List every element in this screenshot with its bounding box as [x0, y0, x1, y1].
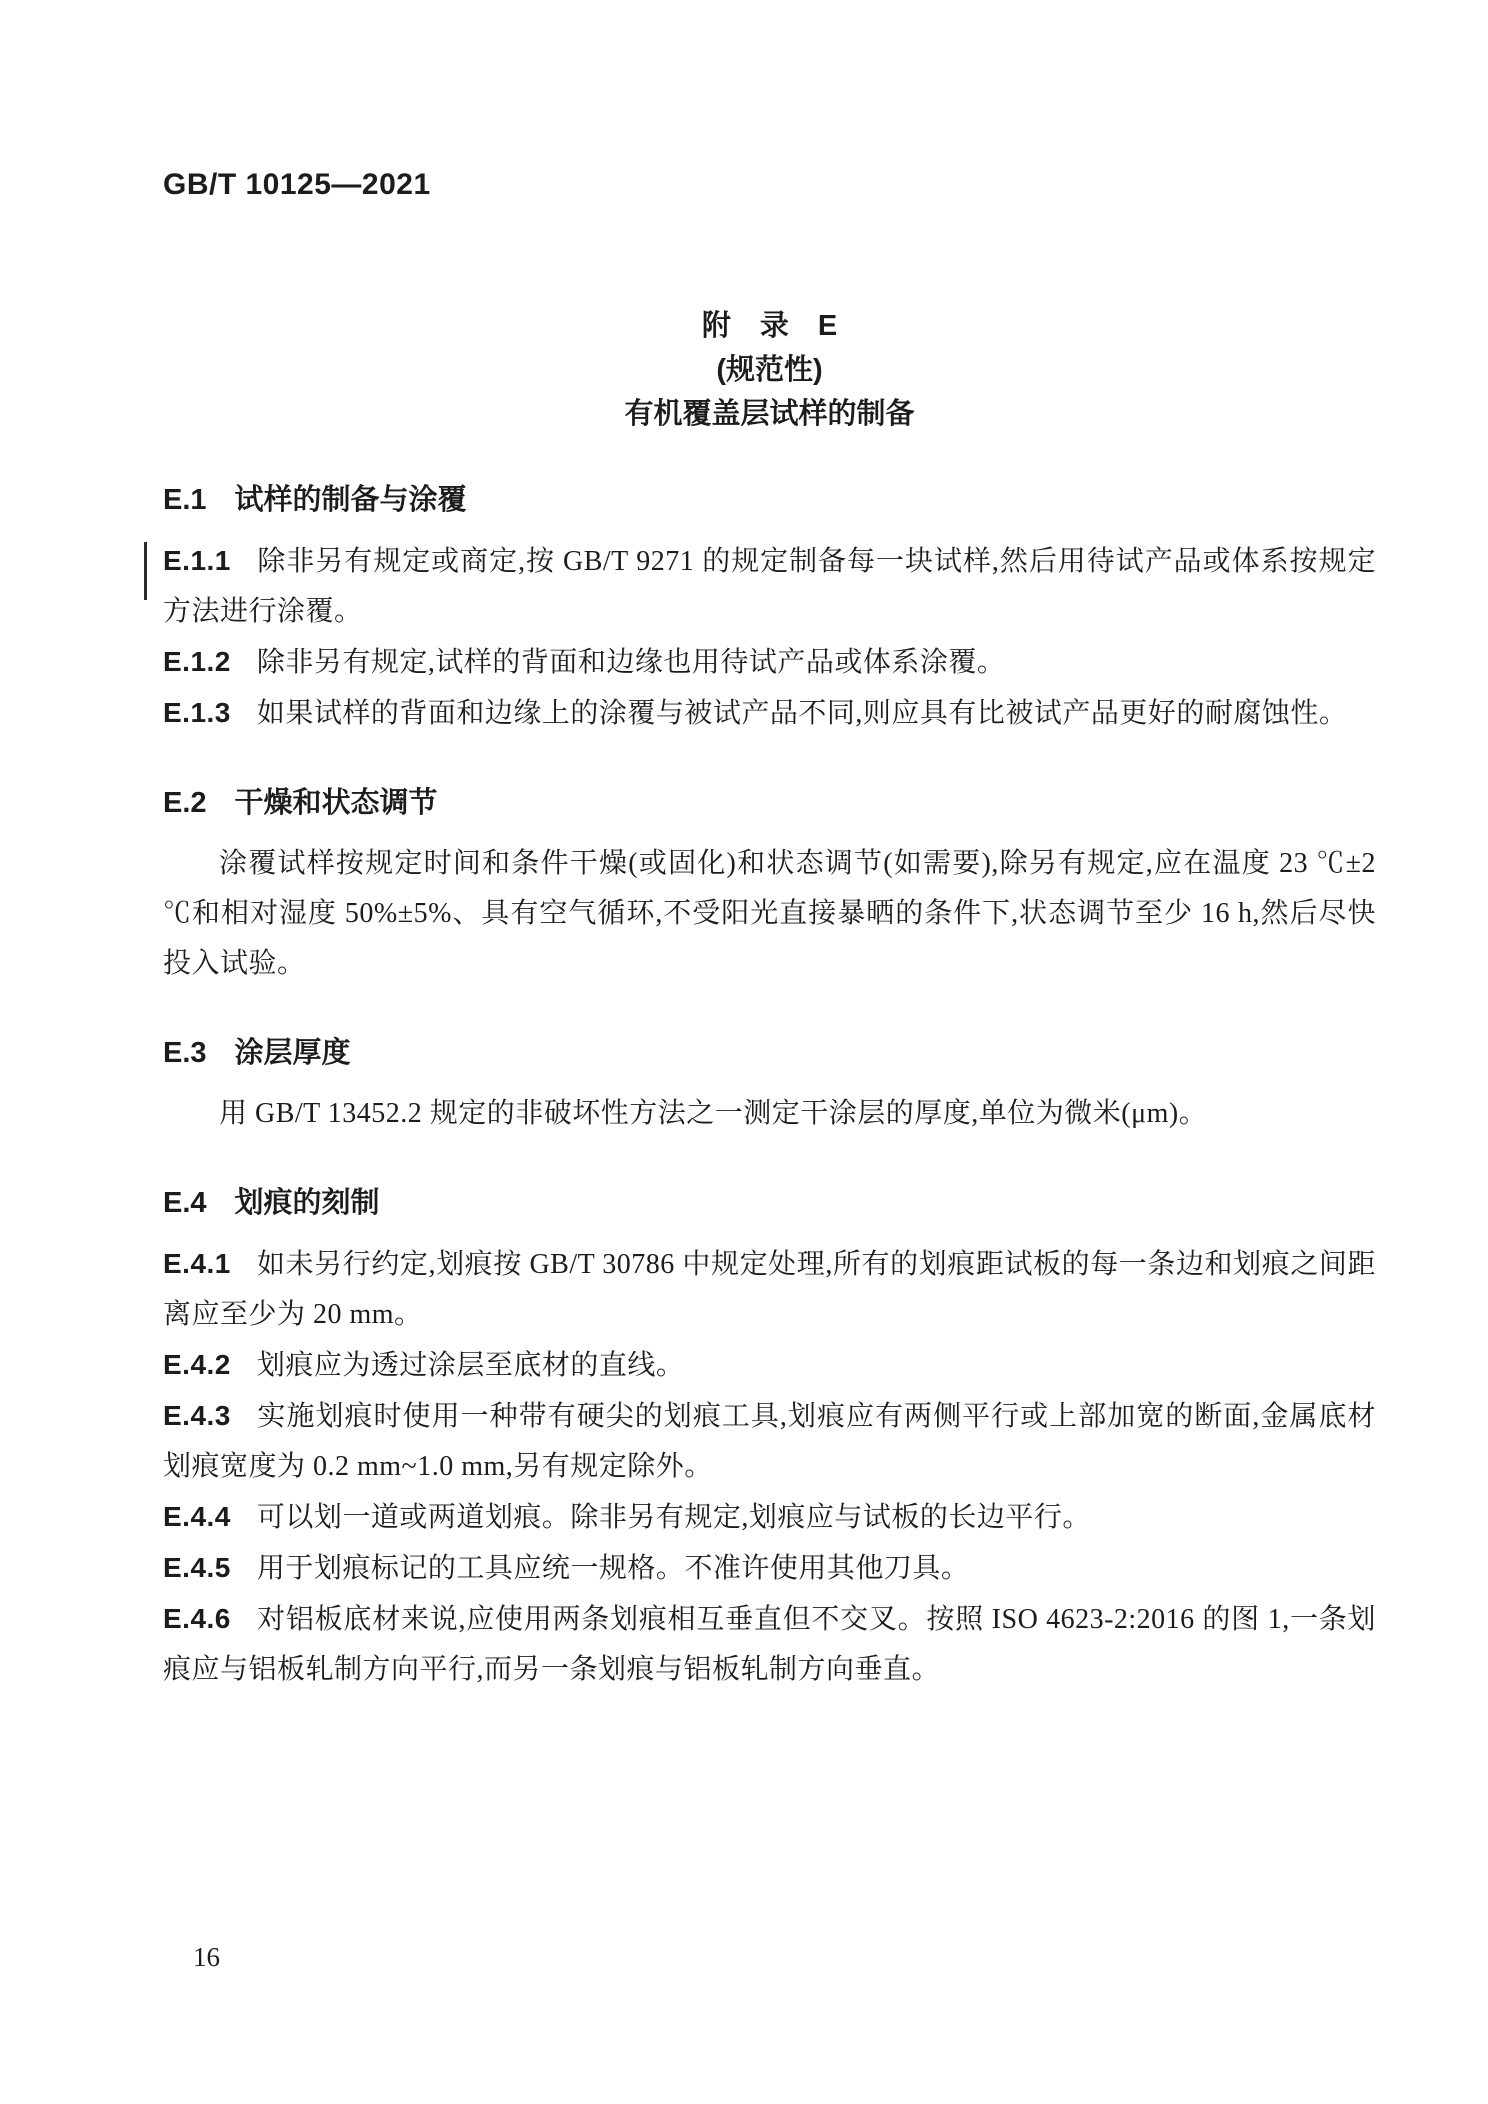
- section-heading-e1: [163, 480, 1376, 520]
- clause-text: 用于划痕标记的工具应统一规格。不准许使用其他刀具。: [256, 1553, 970, 1584]
- appendix-normative-label: (规范性): [716, 354, 823, 386]
- clause-number: E.4.1: [163, 1248, 231, 1279]
- appendix-subject: 有机覆盖层试样的制备: [624, 398, 915, 430]
- clause-text: 除非另有规定或商定,按 GB/T 9271 的规定制备每一块试样,然后用待试产品或体系按规定方法进行涂覆。: [163, 546, 1376, 627]
- section-number: E.2: [163, 787, 207, 819]
- section-title: 划痕的刻制: [234, 1187, 380, 1219]
- section-title: 试样的制备与涂覆: [234, 484, 467, 516]
- clause-e4-5: [163, 1543, 1376, 1594]
- clause-e4-2: [163, 1340, 1376, 1391]
- section-title: 涂层厚度: [234, 1037, 351, 1069]
- clause-text: 可以划一道或两道划痕。除非另有规定,划痕应与试板的长边平行。: [256, 1502, 1091, 1533]
- section-heading-e2: [163, 783, 1376, 823]
- section-heading-e3: [163, 1033, 1376, 1073]
- clause-e1-3: [163, 688, 1376, 739]
- clause-e1-1: [163, 536, 1376, 637]
- clause-text: 对铝板底材来说,应使用两条划痕相互垂直但不交叉。按照 ISO 4623-2:2016 的图 1,一条划痕应与铝板轧制方向平行,而另一条划痕与铝板轧制方向垂直。: [163, 1604, 1376, 1685]
- clause-number: E.4.6: [163, 1603, 231, 1634]
- clause-e4-6: [163, 1594, 1376, 1695]
- section-heading-e4: [163, 1183, 1376, 1223]
- clause-number: E.4.3: [163, 1400, 231, 1431]
- clause-number: E.4.2: [163, 1349, 231, 1380]
- clause-number: E.1.1: [163, 545, 231, 576]
- clause-e1-2: [163, 637, 1376, 688]
- page-number: 16: [193, 1942, 220, 1972]
- clause-text: 如果试样的背面和边缘上的涂覆与被试产品不同,则应具有比被试产品更好的耐腐蚀性。: [256, 698, 1348, 729]
- paragraph-e3: 用 GB/T 13452.2 规定的非破坏性方法之一测定干涂层的厚度,单位为微米(μm)。: [219, 1098, 1208, 1129]
- doc-number: GB/T 10125—2021: [163, 168, 431, 201]
- section-number: E.1: [163, 484, 207, 516]
- clause-e4-4: [163, 1492, 1376, 1543]
- clause-text: 划痕应为透过涂层至底材的直线。: [256, 1350, 685, 1381]
- section-title: 干燥和状态调节: [234, 787, 438, 819]
- clause-number: E.1.2: [163, 646, 231, 677]
- section-number: E.3: [163, 1037, 207, 1069]
- appendix-title: 附 录 E: [701, 310, 838, 342]
- section-number: E.4: [163, 1187, 207, 1219]
- section-e3: [163, 1033, 1376, 1139]
- section-e4: [163, 1183, 1376, 1695]
- section-e2: [163, 783, 1376, 989]
- clause-e4-3: [163, 1391, 1376, 1492]
- clause-text: 除非另有规定,试样的背面和边缘也用待试产品或体系涂覆。: [256, 647, 1006, 678]
- clause-number: E.4.5: [163, 1552, 231, 1583]
- paragraph-e2: 涂覆试样按规定时间和条件干燥(或固化)和状态调节(如需要),除另有规定,应在温度 23 ℃±2 ℃和相对湿度 50%±5%、具有空气循环,不受阳光直接暴晒的条件下,状态调节至少 16 h,然后尽快投入试验。: [163, 848, 1376, 979]
- clause-number: E.4.4: [163, 1501, 231, 1532]
- section-e1: [163, 480, 1376, 739]
- revision-change-bar: [144, 542, 147, 600]
- appendix-title-block: [163, 304, 1376, 436]
- clause-e4-1: [163, 1239, 1376, 1340]
- clause-number: E.1.3: [163, 697, 231, 728]
- clause-text: 实施划痕时使用一种带有硬尖的划痕工具,划痕应有两侧平行或上部加宽的断面,金属底材划痕宽度为 0.2 mm~1.0 mm,另有规定除外。: [163, 1401, 1376, 1482]
- clause-text: 如未另行约定,划痕按 GB/T 30786 中规定处理,所有的划痕距试板的每一条边和划痕之间距离应至少为 20 mm。: [163, 1249, 1376, 1330]
